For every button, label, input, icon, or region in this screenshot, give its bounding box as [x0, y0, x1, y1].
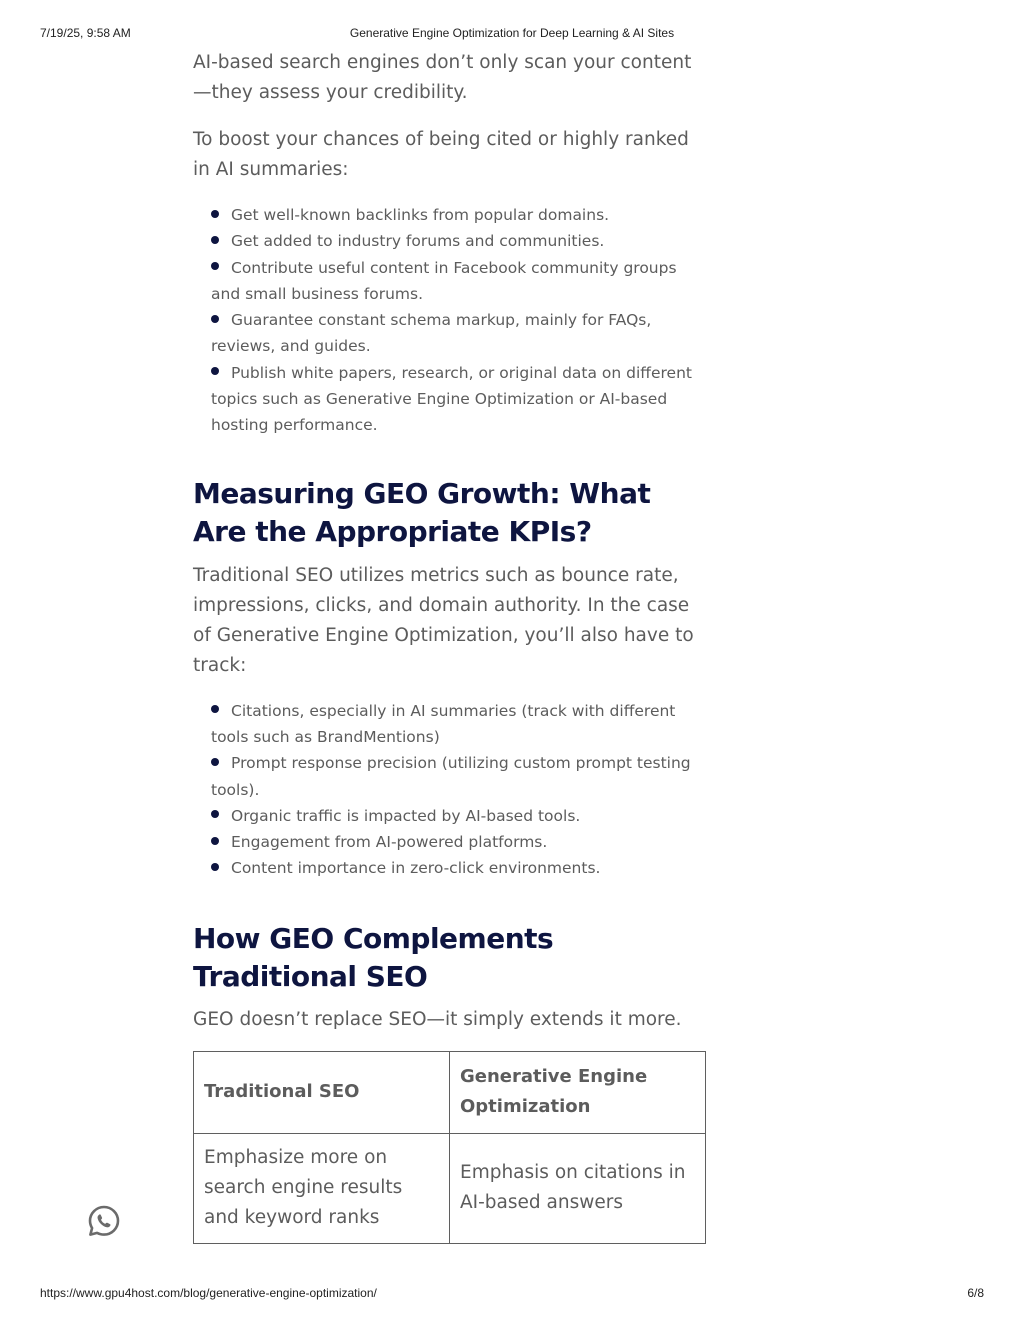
intro-paragraph-boost: To boost your chances of being cited or highly ranked in AI summaries: — [193, 129, 689, 180]
bullet-dot-icon — [211, 810, 219, 818]
list-item: Content importance in zero-click environments. — [211, 855, 708, 881]
credibility-bullet-list — [193, 202, 708, 439]
print-header — [0, 26, 1024, 42]
article-content — [193, 48, 708, 1244]
list-item: Publish white papers, research, or original data on different topics such as Generative Engine Optimization or AI-based hosting performance. — [211, 363, 692, 435]
seo-vs-geo-table — [193, 1051, 706, 1244]
bullet-dot-icon — [211, 236, 219, 244]
bullet-dot-icon — [211, 315, 219, 323]
table-cell: Emphasize more on search engine results and keyword ranks — [194, 1133, 450, 1243]
print-datetime: 7/19/25, 9:58 AM — [40, 26, 131, 40]
list-item: Citations, especially in AI summaries (track with different tools such as BrandMentions) — [211, 701, 676, 746]
print-footer — [0, 1286, 1024, 1302]
table-cell: Emphasis on citations in AI-based answers — [450, 1133, 706, 1243]
bullet-dot-icon — [211, 863, 219, 871]
list-item: Get well-known backlinks from popular domains. — [211, 202, 708, 228]
list-item: Guarantee constant schema markup, mainly for FAQs, reviews, and guides. — [211, 311, 652, 356]
list-item: Get added to industry forums and communities. — [211, 228, 708, 254]
complements-heading: How GEO Complements Traditional SEO — [193, 921, 554, 993]
bullet-dot-icon — [211, 705, 219, 713]
list-item: Contribute useful content in Facebook community groups and small business forums. — [211, 258, 677, 303]
table-header-row — [194, 1051, 706, 1133]
print-url: https://www.gpu4host.com/blog/generative-engine-optimization/ — [40, 1286, 377, 1300]
intro-paragraph-credibility: AI-based search engines don’t only scan your content —they assess your credibility. — [193, 52, 692, 103]
kpis-heading: Measuring GEO Growth: What Are the Appropriate KPIs? — [193, 476, 651, 548]
kpis-paragraph: Traditional SEO utilizes metrics such as bounce rate, impressions, clicks, and domain authority. In the case of Generative Engine Optimization, you’ll also have to track: — [193, 564, 694, 676]
print-title: Generative Engine Optimization for Deep Learning & AI Sites — [349, 26, 675, 40]
bullet-dot-icon — [211, 367, 219, 375]
table-header-cell: Traditional SEO — [194, 1051, 450, 1133]
print-page-number: 6/8 — [967, 1286, 984, 1300]
list-item: Organic traffic is impacted by AI-based tools. — [211, 803, 708, 829]
bullet-dot-icon — [211, 262, 219, 270]
bullet-dot-icon — [211, 837, 219, 845]
kpis-bullet-list — [193, 698, 708, 882]
bullet-dot-icon — [211, 758, 219, 766]
table-header-cell: Generative Engine Optimization — [450, 1051, 706, 1133]
list-item: Engagement from AI-powered platforms. — [211, 829, 708, 855]
table-row — [194, 1133, 706, 1243]
complements-paragraph: GEO doesn’t replace SEO—it simply extends it more. — [193, 1008, 682, 1030]
list-item: Prompt response precision (utilizing custom prompt testing tools). — [211, 754, 691, 799]
whatsapp-icon[interactable] — [87, 1204, 121, 1238]
bullet-dot-icon — [211, 210, 219, 218]
